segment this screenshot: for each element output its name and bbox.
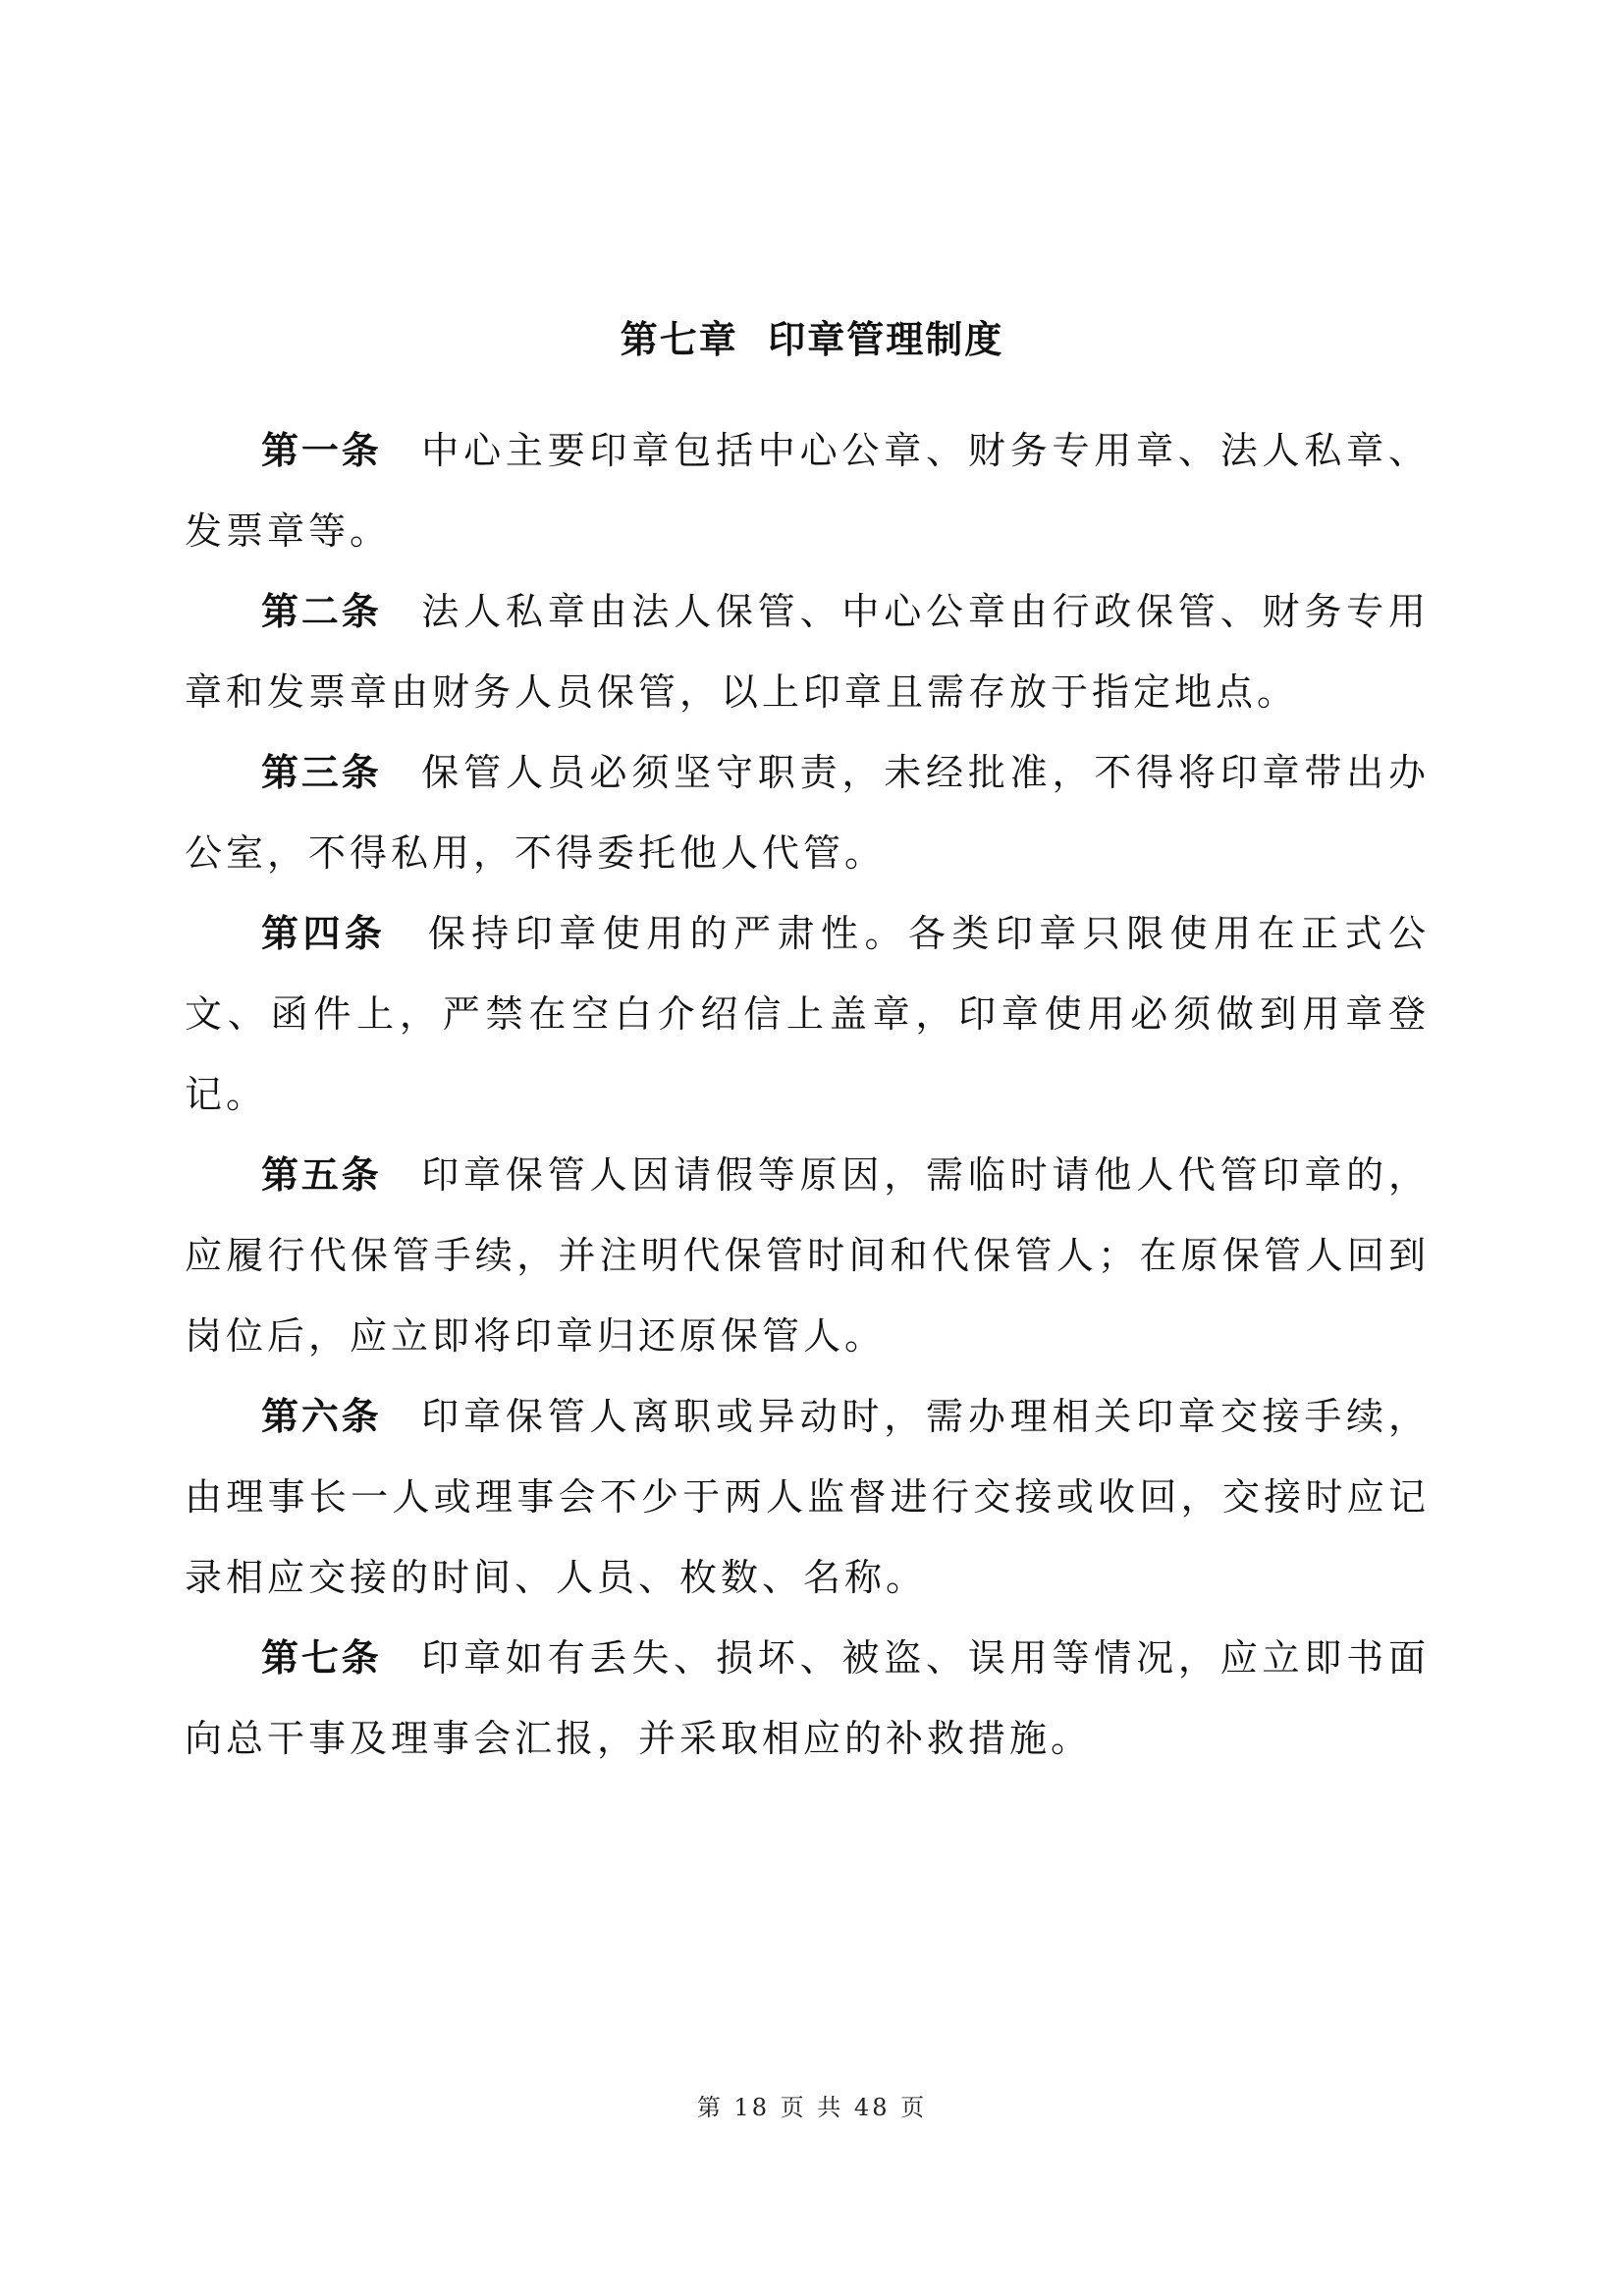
article-label: 第三条 — [261, 750, 382, 794]
article-3 — [185, 732, 1430, 893]
article-label: 第六条 — [261, 1394, 382, 1438]
article-label: 第一条 — [261, 428, 382, 472]
article-list — [185, 410, 1430, 1779]
article-text: 保持印章使用的严肃性。各类印章只限使用在正式公文、函件上，严禁在空白介绍信上盖章，印章使用必须做到用章登记。 — [185, 912, 1430, 1116]
article-label: 第七条 — [261, 1635, 382, 1680]
article-6 — [185, 1376, 1430, 1618]
article-text: 保管人员必须坚守职责，未经批准，不得将印章带出办公室，不得私用，不得委托他人代管。 — [185, 751, 1430, 875]
article-text: 印章如有丢失、损坏、被盗、误用等情况，应立即书面向总干事及理事会汇报，并采取相应的补救措施。 — [185, 1636, 1430, 1760]
article-label: 第二条 — [261, 589, 382, 633]
article-5 — [185, 1135, 1430, 1376]
article-label: 第四条 — [261, 911, 387, 955]
article-text: 法人私章由法人保管、中心公章由行政保管、财务专用章和发票章由财务人员保管，以上印章且需存放于指定地点。 — [185, 590, 1430, 714]
article-text: 中心主要印章包括中心公章、财务专用章、法人私章、发票章等。 — [185, 429, 1430, 553]
article-4 — [185, 893, 1430, 1135]
article-text: 印章保管人离职或异动时，需办理相关印章交接手续，由理事长一人或理事会不少于两人监督进行交接或收回，交接时应记录相应交接的时间、人员、枚数、名称。 — [185, 1395, 1430, 1599]
article-1 — [185, 410, 1430, 571]
article-text: 印章保管人因请假等原因，需临时请他人代管印章的，应履行代保管手续，并注明代保管时间和代保管人；在原保管人回到岗位后，应立即将印章归还原保管人。 — [185, 1153, 1430, 1358]
article-label: 第五条 — [261, 1152, 382, 1197]
article-2 — [185, 571, 1430, 732]
article-7 — [185, 1618, 1430, 1779]
page-number-footer: 第 18 页 共 48 页 — [696, 2094, 928, 2121]
chapter-title: 第七章 印章管理制度 — [620, 317, 1004, 361]
